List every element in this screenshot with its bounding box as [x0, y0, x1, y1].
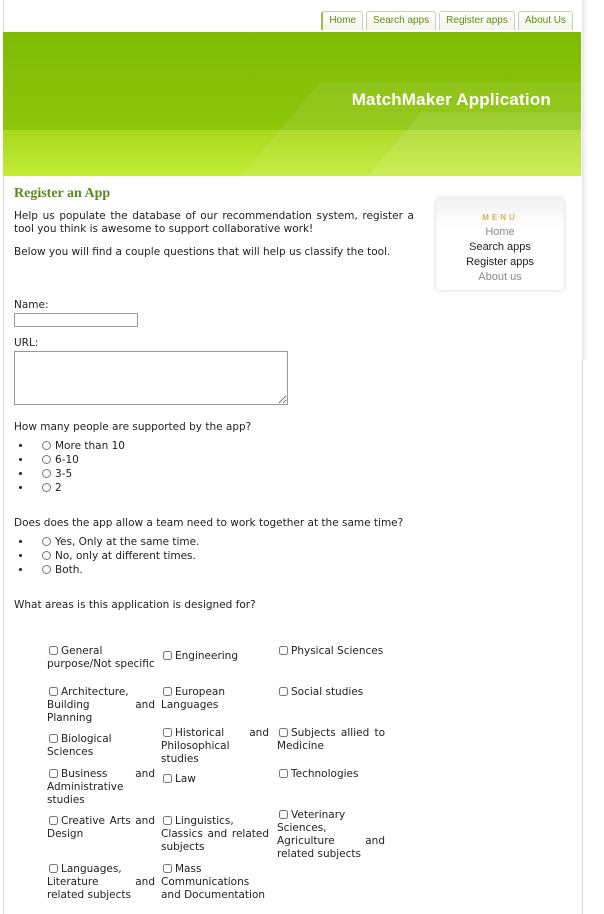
list-item [32, 439, 414, 453]
checkbox-physical-sciences[interactable] [279, 646, 288, 655]
area-label: Mass Communications and Documentation [161, 863, 266, 901]
option-label: Both. [55, 564, 83, 576]
page-title: Register an App [14, 186, 111, 201]
name-input[interactable] [14, 313, 138, 327]
area-biological-sciences[interactable] [47, 733, 155, 759]
tab-home[interactable]: Home [321, 11, 363, 30]
area-label: Linguistics, Classics and related subjects [161, 815, 269, 853]
area-architecture[interactable] [47, 686, 155, 725]
area-languages-literature[interactable] [47, 863, 155, 902]
area-label: Engineering [175, 650, 238, 662]
area-label: Creative Arts and Design [47, 815, 155, 840]
area-linguistics[interactable] [161, 815, 269, 854]
area-label: European Languages [161, 686, 226, 711]
area-law[interactable] [161, 773, 269, 786]
menu-item-about-us[interactable]: About us [478, 271, 522, 283]
area-engineering[interactable] [161, 650, 269, 663]
url-label: URL: [14, 337, 39, 349]
menu-item-home[interactable]: Home [485, 226, 515, 238]
checkbox-law[interactable] [163, 774, 172, 783]
area-social-studies[interactable] [277, 686, 385, 699]
q1-options [14, 439, 414, 495]
q2-question: Does does the app allow a team need to work together at the same time? [14, 517, 404, 529]
site-title: MatchMaker Application [351, 90, 551, 109]
area-veterinary[interactable] [277, 809, 385, 861]
area-label: Veterinary Sciences, Agriculture and related subjects [277, 809, 385, 860]
area-historical[interactable] [161, 727, 269, 766]
option-label: No, only at different times. [55, 550, 196, 562]
checkbox-linguistics[interactable] [163, 816, 172, 825]
list-item [32, 563, 414, 577]
area-general[interactable] [47, 645, 155, 671]
radio-same-time[interactable] [42, 537, 51, 546]
tab-register-apps[interactable]: Register apps [439, 11, 515, 30]
list-item [32, 481, 414, 495]
checkbox-general[interactable] [49, 646, 58, 655]
list-item [32, 467, 414, 481]
q1-question: How many people are supported by the app? [14, 421, 252, 433]
menu-heading: MENU [482, 213, 518, 222]
radio-3-5[interactable] [42, 469, 51, 478]
top-nav-tabs [321, 11, 573, 30]
option-label: More than 10 [55, 440, 125, 452]
area-physical-sciences[interactable] [277, 645, 385, 658]
checkbox-creative-arts[interactable] [49, 816, 58, 825]
area-label: Law [175, 773, 196, 785]
area-medicine[interactable] [277, 727, 385, 753]
option-label: 2 [55, 482, 62, 494]
area-label: Architecture, Building and Planning [47, 686, 155, 724]
area-label: General purpose/Not specific [47, 645, 155, 670]
checkbox-historical[interactable] [163, 728, 172, 737]
checkbox-veterinary[interactable] [279, 810, 288, 819]
name-label: Name: [14, 299, 49, 311]
option-label: 3-5 [55, 468, 73, 480]
page-shadow [582, 0, 588, 360]
radio-2[interactable] [42, 483, 51, 492]
menu-item-search-apps[interactable]: Search apps [469, 241, 531, 253]
radio-both[interactable] [42, 565, 51, 574]
tab-about-us[interactable]: About Us [518, 11, 573, 30]
area-business[interactable] [47, 768, 155, 807]
main-content [14, 186, 414, 613]
checkbox-medicine[interactable] [279, 728, 288, 737]
area-mass-communications[interactable] [161, 863, 269, 902]
checkbox-technologies[interactable] [279, 769, 288, 778]
radio-different-times[interactable] [42, 551, 51, 560]
url-input[interactable] [14, 351, 288, 405]
area-creative-arts[interactable] [47, 815, 155, 841]
sidebar-menu [436, 198, 564, 290]
list-item [32, 549, 414, 563]
radio-6-10[interactable] [42, 455, 51, 464]
list-item [32, 535, 414, 549]
area-label: Social studies [291, 686, 364, 698]
checkbox-business[interactable] [49, 769, 58, 778]
q3-question: What areas is this application is designed for? [14, 599, 256, 611]
area-technologies[interactable] [277, 768, 385, 781]
intro-subtext: Below you will find a couple questions that will help us classify the tool. [14, 246, 391, 258]
checkbox-social-studies[interactable] [279, 687, 288, 696]
area-label: Business and Administrative studies [47, 768, 155, 806]
option-label: 6-10 [55, 454, 79, 466]
area-label: Technologies [291, 768, 359, 780]
tab-search-apps[interactable]: Search apps [366, 11, 436, 30]
checkbox-european-languages[interactable] [163, 687, 172, 696]
area-label: Subjects allied to Medicine [277, 727, 385, 752]
q2-options [14, 535, 414, 577]
intro-text: Help us populate the database of our recommendation system, register a tool you think is awesome to support collaborative work! [14, 210, 414, 235]
radio-more-than-10[interactable] [42, 441, 51, 450]
area-european-languages[interactable] [161, 686, 269, 712]
area-label: Physical Sciences [291, 645, 384, 657]
checkbox-languages-literature[interactable] [49, 864, 58, 873]
header-banner [3, 32, 581, 176]
checkbox-mass-communications[interactable] [163, 864, 172, 873]
area-label: Historical and Philosophical studies [161, 727, 269, 765]
list-item [32, 453, 414, 467]
area-label: Biological Sciences [47, 733, 112, 758]
checkbox-engineering[interactable] [163, 651, 172, 660]
option-label: Yes, Only at the same time. [55, 536, 200, 548]
menu-item-register-apps[interactable]: Register apps [466, 256, 534, 268]
area-label: Languages, Literature and related subjects [47, 863, 155, 901]
checkbox-biological-sciences[interactable] [49, 734, 58, 743]
checkbox-architecture[interactable] [49, 687, 58, 696]
